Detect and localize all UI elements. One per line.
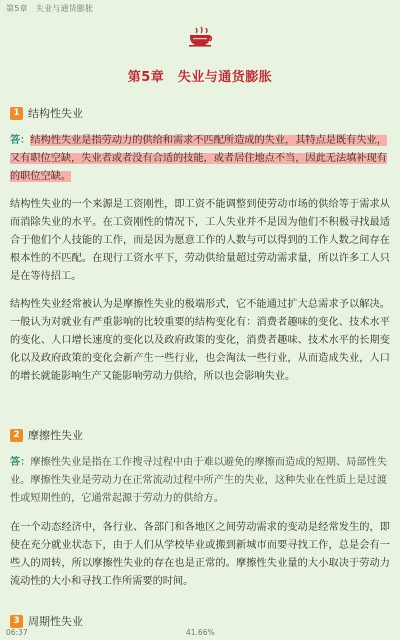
section-number-badge: 1 [10,107,23,120]
answer-block [10,454,390,508]
reading-progress: 41.66% [186,628,215,637]
paragraph: 结构性失业经常被认为是摩擦性失业的极端形式，它不能通过扩大总需求予以解决。一般认为对就业有严重影响的比较重要的结构变化有：消费者趣味的变化、技术水平的变化、人口增长速度的变化以及政府政策的变化，消费者趣味、技术水平的长期变化以及政府政策的变化会新产生一些行业，也会淘汰一些行业，从而造成失业，人口的增长就能影响生产又能影响劳动力供给，所以也会影响失业。 [10,299,390,382]
highlighted-answer[interactable]: 结构性失业是指劳动力的供给和需求不匹配所造成的失业，其特点是既有失业，又有职位空缺，失业者或者没有合适的技能，或者居住地点不当，因此无法填补现有的职位空缺。 [10,135,387,182]
section-number-badge: 2 [10,429,23,442]
answer-label: 答： [10,457,31,468]
answer-text: 摩擦性失业是指在工作搜寻过程中由于难以避免的摩擦而造成的短期、局部性失业。摩擦性失业是劳动力在正常流动过程中所产生的失业，这种失业在性质上是过渡性或短期性的，它通常起源于劳动力的供给方。 [10,457,387,504]
section-heading [10,105,83,121]
paragraph: 结构性失业的一个来源是工资刚性，即工资不能调整到使劳动市场的供给等于需求从而消除失业的水平。在工资刚性的情况下，工人失业并不是因为他们不积极寻找最适合于他们个人技能的工作，而是因为愿意工作的人数与可以得到的工作人数之间存在根本性的不匹配。在现行工资水平下，劳动供给量超过劳动需求量，所以许多工人只是在等待招工。 [10,199,390,282]
status-bar [0,626,400,640]
teacup-logo-icon [187,26,215,48]
section-title: 周期性失业 [28,615,83,628]
answer-label: 答： [10,135,31,146]
section-title: 摩擦性失业 [28,429,83,442]
section-heading [10,427,83,443]
answer-block [10,132,390,186]
chapter-title: 第5章 失业与通货膨胀 [127,70,273,85]
top-breadcrumb: 第5章 失业与通货膨胀 [6,4,94,13]
paragraph: 在一个动态经济中，各行业、各部门和各地区之间劳动需求的变动是经常发生的，即使在充分就业状态下，由于人们从学校毕业或搬到新城市而要寻找工作，总是会有一些人的周转，所以摩擦性失业的存在也是正常的。摩擦性失业量的大小取决于劳动力流动性的大小和寻找工作所需要的时间。 [10,522,390,587]
section-number-badge: 3 [10,615,23,628]
clock-time: 06:37 [6,628,28,637]
section-title: 结构性失业 [28,107,83,120]
